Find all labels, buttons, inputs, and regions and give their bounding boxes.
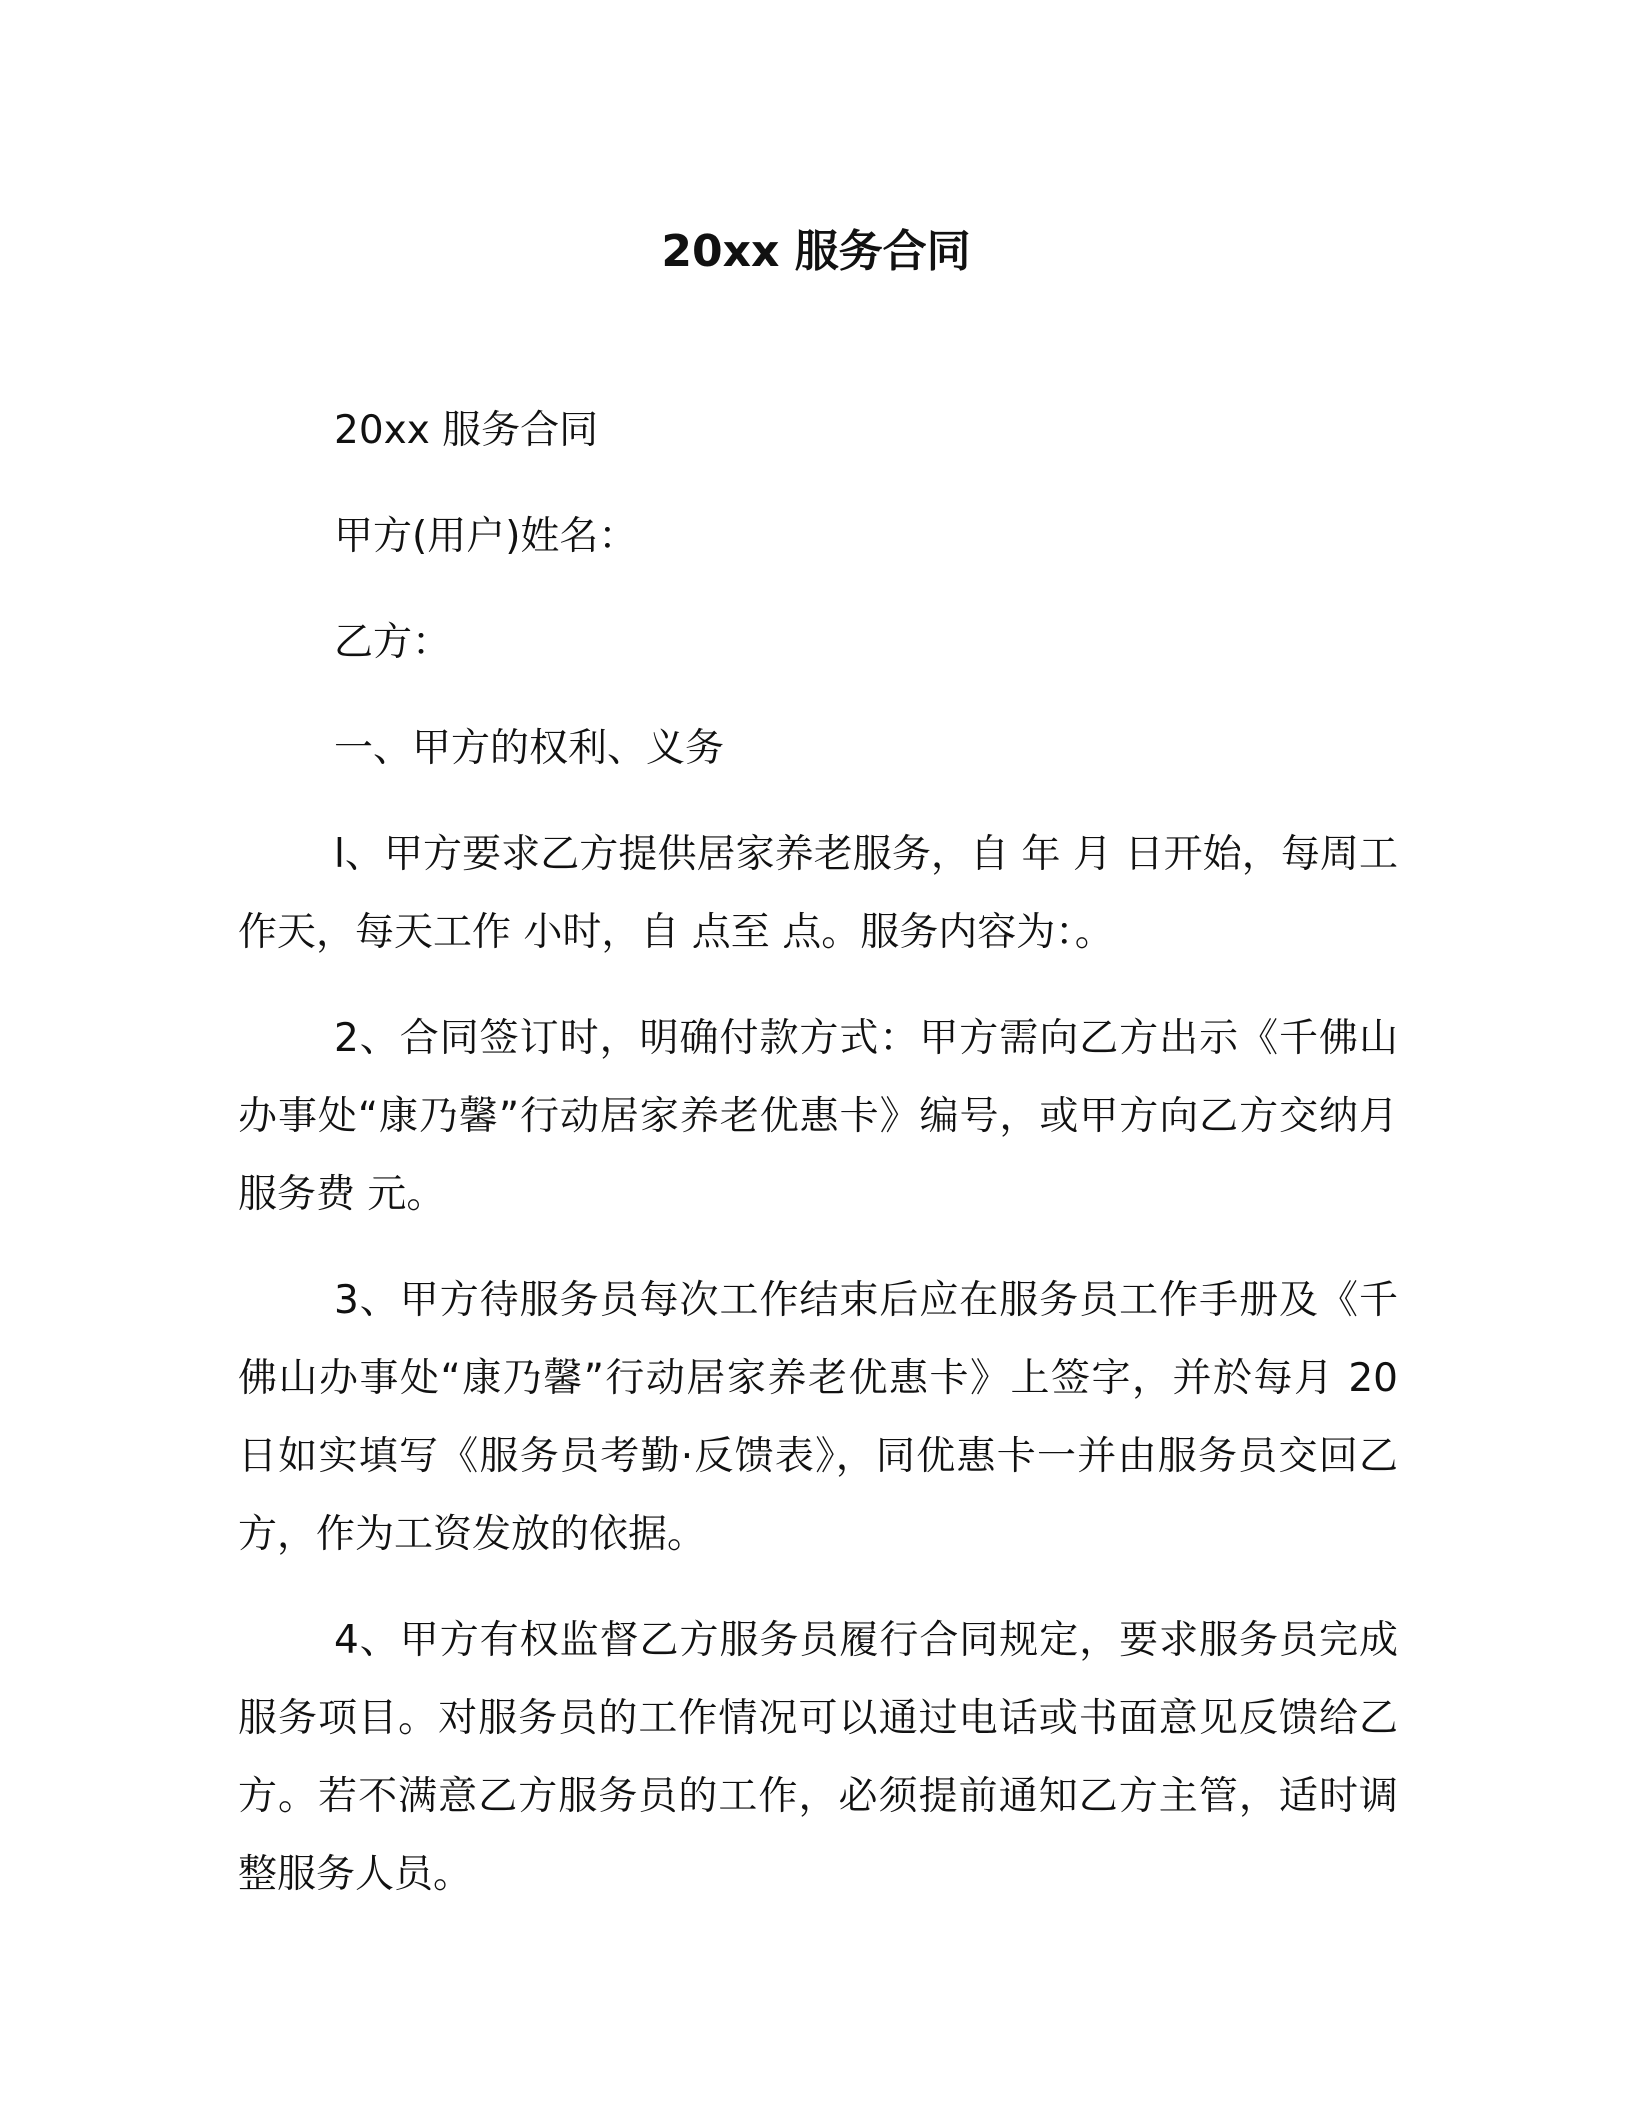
party-b-line: 乙方：: [334, 620, 452, 665]
clause-2: 2、合同签订时，明确付款方式：甲方需向乙方出示《千佛山办事处“康乃馨”行动居家养老优惠卡》编号，或甲方向乙方交纳月服务费 元。: [238, 1016, 1398, 1217]
document-title: 20xx 服务合同: [661, 226, 971, 277]
clause-1: l、甲方要求乙方提供居家养老服务，自 年 月 日开始，每周工作天，每天工作 小时，自 点至 点。服务内容为：。: [238, 832, 1398, 955]
section-heading-rights-obligations: 一、甲方的权利、义务: [334, 726, 725, 771]
document-body: [238, 392, 1398, 1914]
party-a-name-line: 甲方(用户)姓名：: [334, 514, 638, 559]
contract-heading-line: 20xx 服务合同: [334, 408, 599, 453]
clause-4: 4、甲方有权监督乙方服务员履行合同规定，要求服务员完成服务项目。对服务员的工作情况可以通过电话或书面意见反馈给乙方。若不满意乙方服务员的工作，必须提前通知乙方主管，适时调整服务人员。: [238, 1618, 1398, 1897]
clause-3: 3、甲方待服务员每次工作结束后应在服务员工作手册及《千佛山办事处“康乃馨”行动居家养老优惠卡》上签字，并於每月 20 日如实填写《服务员考勤·反馈表》，同优惠卡一并由服务员交回乙方，作为工资发放的依据。: [238, 1278, 1398, 1557]
